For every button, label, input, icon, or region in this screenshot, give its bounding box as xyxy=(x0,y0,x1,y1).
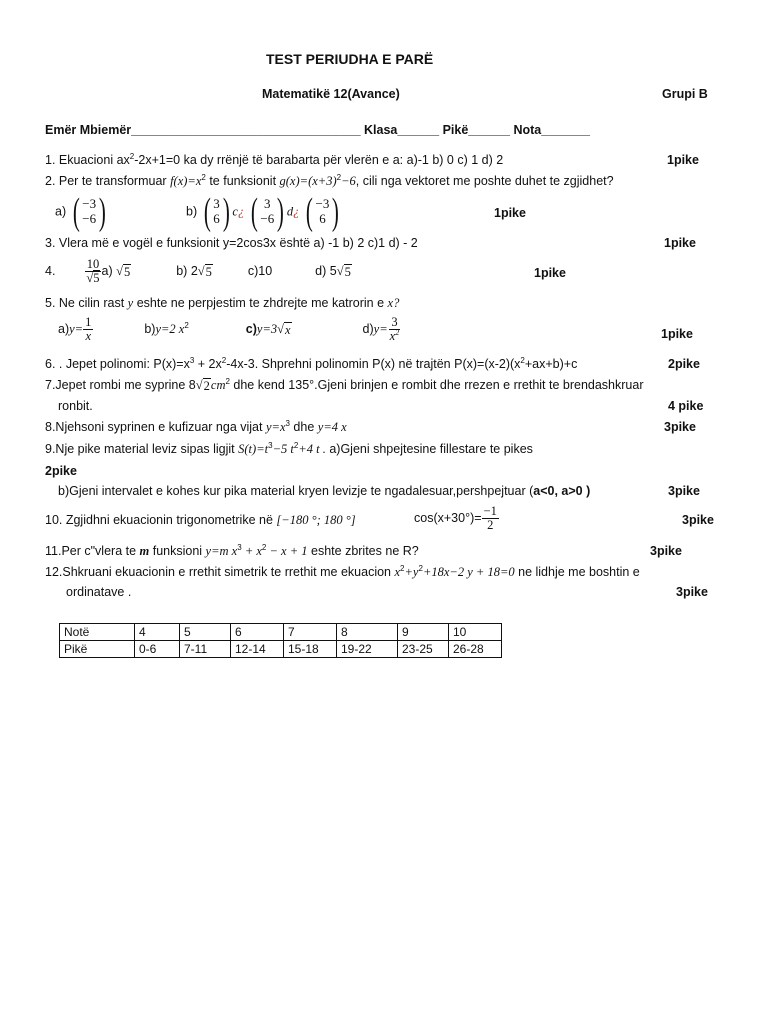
question-10: 10. Zgjidhni ekuacionin trigonometrike në [−180 °; 180 °] xyxy=(45,513,356,527)
question-4: 4. $\frac{10}{√5}$ a) √ 5 b) 2√ 5 c)10 d) 5√ 5 xyxy=(45,257,351,286)
q2-option-a: a) ( −3 −6 ) xyxy=(55,193,109,231)
points-q10: 3pike xyxy=(682,513,714,527)
subject-title: Matematikë 12(Avance) xyxy=(262,87,400,101)
page-title: TEST PERIUDHA E PARË xyxy=(266,51,434,67)
table-cell: 12-14 xyxy=(231,641,284,658)
vector-a: ( −3 −6 ) xyxy=(72,191,106,233)
question-9b: b)Gjeni intervalet e kohes kur pika material kryen levizje te ngadalesuar,pershpejtuar (a<0, a>0 ) xyxy=(58,484,591,498)
table-cell: 7-11 xyxy=(180,641,231,658)
table-cell: 4 xyxy=(135,624,180,641)
student-fields: Emër Mbiemër_________________________________ Klasa______ Pikë______ Nota_______ xyxy=(45,123,590,137)
points-q5: 1pike xyxy=(661,327,693,341)
table-cell: 19-22 xyxy=(337,641,398,658)
table-cell: 23-25 xyxy=(398,641,449,658)
table-cell: 9 xyxy=(398,624,449,641)
table-cell: 6 xyxy=(231,624,284,641)
points-q6: 2pike xyxy=(668,357,700,371)
table-cell: Pikë xyxy=(60,641,135,658)
points-q11: 3pike xyxy=(650,544,682,558)
table-row xyxy=(60,624,502,641)
q5-options: a)y= $\frac{1}{x}$ b)y=2 $x^2$ c)y=3√ x d)y= $\frac{3}{x^2}$ xyxy=(58,315,400,344)
table-cell: 7 xyxy=(284,624,337,641)
table-cell: 8 xyxy=(337,624,398,641)
q10-equation: cos(x+30°)= $\frac{-1}{2}$ xyxy=(414,504,497,533)
question-1: 1. Ekuacioni $ax^2-2x+1=0$ ka dy rrënjë të barabarta për vlerën e a: a)-1 b) 0 c) 1 d) 2 xyxy=(45,151,504,167)
points-q9a: 2pike xyxy=(45,464,77,478)
points-q8: 3pike xyxy=(664,420,696,434)
table-cell: 15-18 xyxy=(284,641,337,658)
question-8: 8.Njehsoni syprinen e kufizuar nga vijat $y=x^3$ dhe y=4 x xyxy=(45,418,347,434)
points-q7: 4 pike xyxy=(668,399,704,413)
question-2: 2. Per te transformuar $f(x)=x^2$ te funksionit $g(x)=(x+3)^2-6$, cili nga vektoret me poshte duhet te zgjidhet? xyxy=(45,172,614,188)
question-12: 12.Shkruani ekuacionin e rrethit simetrik te rrethit me ekuacion $x^2+y^2+18x-2$ y + 18=0 ne lidhje me boshtin e xyxy=(45,563,640,579)
question-7-line2: ronbit. xyxy=(58,399,93,413)
question-5: 5. Ne cilin rast y eshte ne perpjestim te zhdrejte me katrorin e x? xyxy=(45,296,400,310)
grading-table xyxy=(59,623,502,658)
question-7: 7.Jepet rombi me syprine 8√ 2 $cm^2$ dhe kend 135°.Gjeni brinjen e rombit dhe rrezen e rrethit te brendashkruar xyxy=(45,376,644,393)
table-cell: 26-28 xyxy=(449,641,502,658)
table-cell: Notë xyxy=(60,624,135,641)
table-cell: 5 xyxy=(180,624,231,641)
points-q4: 1pike xyxy=(534,266,566,280)
question-6: 6. . Jepet polinomi: $P(x)=x^3 + 2x^2-4x-3$. Shprehni polinomin P(x) në trajtën $P(x)=(x-2)(x^2+ax+b)+c$ xyxy=(45,355,578,371)
group-label: Grupi B xyxy=(662,87,708,101)
points-q1: 1pike xyxy=(667,153,699,167)
table-cell: 10 xyxy=(449,624,502,641)
table-cell: 0-6 xyxy=(135,641,180,658)
points-q12: 3pike xyxy=(676,585,708,599)
question-11: 11.Per c"vlera te m funksioni y=m $x^3 + x^2 - x + 1$ eshte zbrites ne R? xyxy=(45,542,419,558)
points-q2: 1pike xyxy=(494,206,526,220)
question-3: 3. Vlera më e vogël e funksionit y=2cos3x është a) -1 b) 2 c)1 d) - 2 xyxy=(45,236,418,250)
question-12-line2: ordinatave . xyxy=(66,585,132,599)
table-row xyxy=(60,641,502,658)
points-q9b: 3pike xyxy=(668,484,700,498)
q2-options-bcd: b) ( 3 6 ) c¿ ( 3 −6 ) d¿ ( −3 6 ) xyxy=(186,191,340,233)
points-q3: 1pike xyxy=(664,236,696,250)
question-9: 9.Nje pike material leviz sipas ligjit $S(t)=t^3-5$ $t^2+4$ t . a)Gjeni shpejtesine fillestare te pikes xyxy=(45,440,533,456)
